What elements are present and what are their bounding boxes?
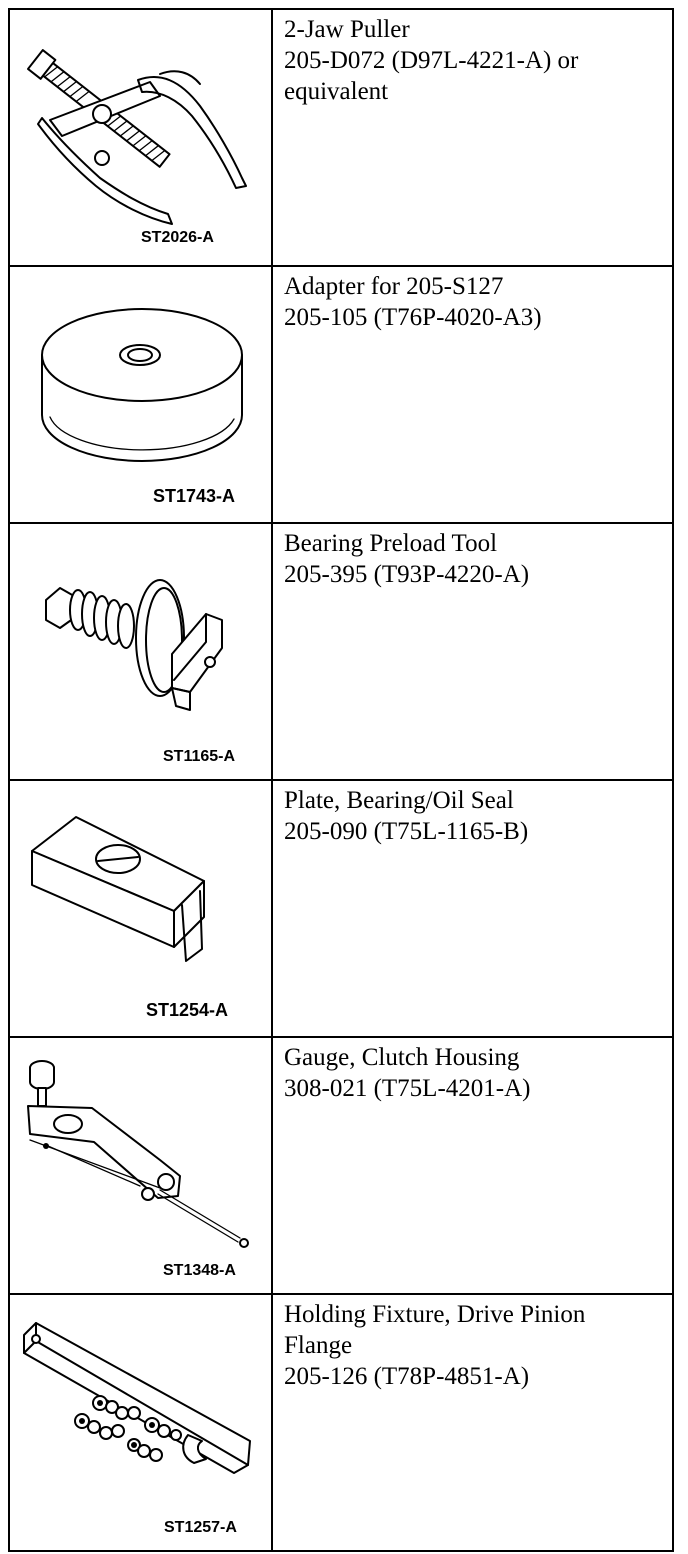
tool-image-cell xyxy=(9,266,272,523)
tool-number: 205-090 (T75L-1165-B) xyxy=(284,818,529,845)
tool-number: 308-021 (T75L-4201-A) xyxy=(284,1075,531,1102)
tool-name: Bearing Preload Tool xyxy=(284,530,498,557)
part-code: ST2026-A xyxy=(141,229,214,246)
two-jaw-puller-illustration xyxy=(10,10,273,265)
tool-image-cell xyxy=(9,1037,272,1294)
bearing-preload-tool-illustration xyxy=(10,524,273,779)
tool-number: 205-105 (T76P-4020-A3) xyxy=(284,304,542,331)
part-code: ST1743-A xyxy=(153,486,236,506)
tool-name: Plate, Bearing/Oil Seal xyxy=(284,787,514,814)
tool-image-cell xyxy=(9,9,272,266)
special-tools-table xyxy=(8,8,674,1552)
tool-name: Gauge, Clutch Housing xyxy=(284,1044,520,1071)
tool-image-cell xyxy=(9,780,272,1037)
tool-note: equivalent xyxy=(284,78,389,105)
tool-image-cell xyxy=(9,1294,272,1551)
part-code: ST1348-A xyxy=(163,1262,236,1279)
table-row xyxy=(9,780,673,1037)
tool-description-cell xyxy=(272,1294,673,1551)
tool-name: Adapter for 205-S127 xyxy=(284,273,504,300)
tool-number: 205-395 (T93P-4220-A) xyxy=(284,561,530,588)
tool-number: 205-126 (T78P-4851-A) xyxy=(284,1363,530,1390)
tool-image-cell xyxy=(9,523,272,780)
table-row xyxy=(9,9,673,266)
part-code: ST1257-A xyxy=(164,1519,237,1536)
tool-name: 2-Jaw Puller xyxy=(284,16,410,43)
table-row xyxy=(9,1294,673,1551)
part-code: ST1165-A xyxy=(163,748,236,765)
tool-description-cell xyxy=(272,9,673,266)
adapter-disc-illustration xyxy=(10,267,273,522)
tool-description-cell xyxy=(272,1037,673,1294)
tool-description-cell xyxy=(272,523,673,780)
holding-fixture-illustration xyxy=(10,1295,273,1550)
tool-description-cell xyxy=(272,780,673,1037)
tool-number: 205-D072 (D97L-4221-A) or xyxy=(284,47,579,74)
table-row xyxy=(9,1037,673,1294)
table-row xyxy=(9,523,673,780)
table-row xyxy=(9,266,673,523)
part-code: ST1254-A xyxy=(146,1000,229,1020)
tool-name-continued: Flange xyxy=(284,1332,353,1359)
clutch-housing-gauge-illustration xyxy=(10,1038,273,1293)
tool-name: Holding Fixture, Drive Pinion xyxy=(284,1301,586,1328)
bearing-plate-illustration xyxy=(10,781,273,1036)
tool-description-cell xyxy=(272,266,673,523)
